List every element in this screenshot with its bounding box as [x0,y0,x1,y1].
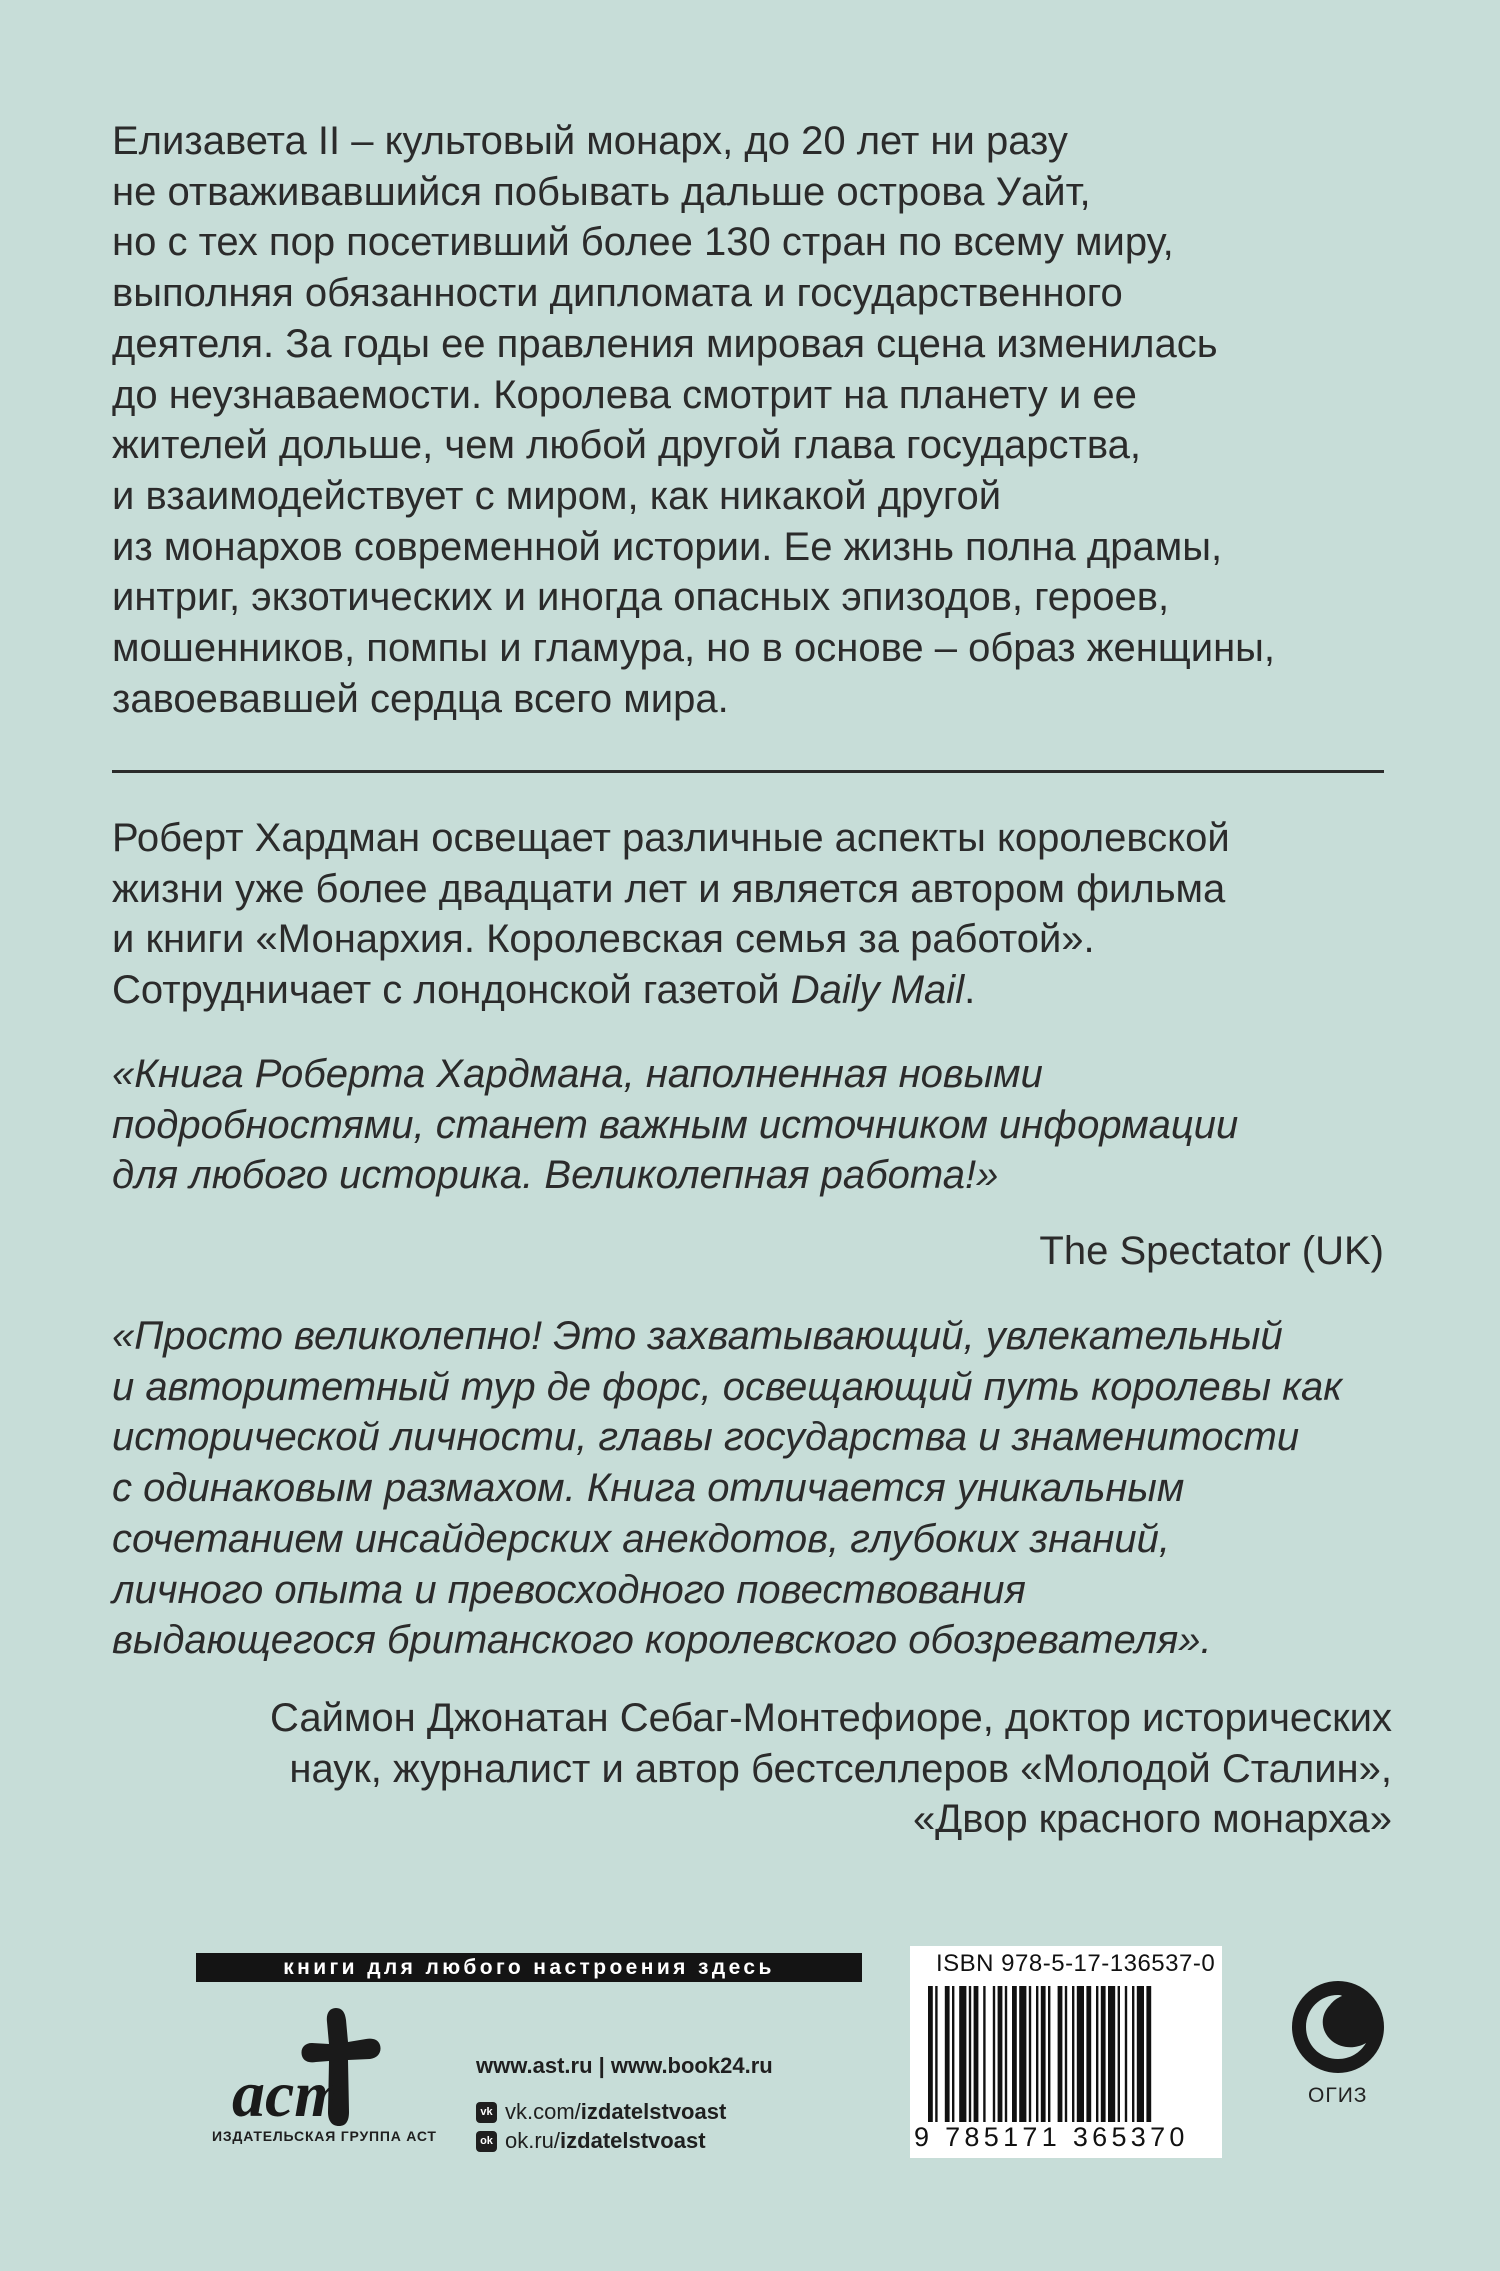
vk-handle: izdatelstvoast [580,2099,727,2124]
intro-line: и взаимодействует с миром, как никакой другой [112,473,1002,518]
intro-line: Елизавета II – культовый монарх, до 20 лет ни разу [112,119,1068,163]
source-line: наук, журналист и автор бестселлеров «Молодой Сталин», [289,1746,1392,1791]
ok-link[interactable] [476,2128,706,2154]
intro-line: интриг, экзотических и иногда опасных эпизодов, героев, [112,575,1170,620]
barcode [928,1986,1204,2122]
quote-line: личного опыта и превосходного повествования [112,1567,1026,1612]
intro-line: деятеля. За годы ее правления мировая сцена изменилась [112,321,1218,366]
intro-line: не отваживавшийся побывать дальше острова Уайт, [112,169,1091,214]
spectator-quote [112,1049,1392,1201]
quote-line: подробностями, станет важным источником информации [112,1102,1239,1147]
spectator-source: The Spectator (UK) [1039,1229,1384,1273]
intro-line: мошенников, помпы и гламура, но в основе – образ женщины, [112,626,1276,671]
section-divider [112,770,1384,773]
quote-line: «Книга Роберта Хардмана, наполненная новыми [112,1052,1043,1096]
author-line [112,965,1392,1016]
ok-icon: ok [476,2131,497,2152]
ogiz-logo [1290,1979,1386,2075]
author-bio [112,813,1392,1016]
intro-line: жителей дольше, чем любой другой глава государства, [112,423,1141,468]
quote-line: и авторитетный тур де форс, освещающий путь королевы как [112,1364,1343,1409]
source-line: Саймон Джонатан Себаг-Монтефиоре, доктор исторических [269,1696,1392,1740]
tagline-banner: книги для любого настроения здесь [196,1953,862,1982]
ast-logo-text: аст [232,2058,346,2131]
quote-line: «Просто великолепно! Это захватывающий, увлекательный [112,1314,1283,1358]
isbn-number: ISBN 978-5-17-136537-0 [936,1950,1216,1977]
intro-paragraph [112,116,1392,724]
author-line: и книги «Монархия. Королевская семья за работой». [112,917,1095,962]
ok-handle: izdatelstvoast [560,2128,706,2153]
vk-icon: vk [476,2102,497,2123]
publisher-caption: ИЗДАТЕЛЬСКАЯ ГРУППА АСТ [212,2128,437,2144]
intro-line: из монархов современной истории. Ее жизнь полна драмы, [112,524,1223,569]
intro-line: до неузнаваемости. Королева смотрит на планету и ее [112,372,1137,417]
quote-line: сочетанием инсайдерских анекдотов, глубоких знаний, [112,1516,1170,1561]
ogiz-label: ОГИЗ [1308,2084,1368,2107]
quote-line: для любого историка. Великолепная работа!» [112,1153,999,1198]
isbn-barcode-box [910,1946,1222,2158]
author-line-end: . [964,968,976,1013]
ast-logo [218,2000,408,2140]
newspaper-name: Daily Mail [790,968,965,1013]
author-line-text: Сотрудничает с лондонской газетой [112,968,791,1013]
intro-line: завоевавшей сердца всего мира. [112,676,729,721]
quote-line: выдающегося британского королевского обозревателя». [112,1618,1212,1663]
vk-link[interactable] [476,2099,726,2125]
author-line: жизни уже более двадцати лет и является автором фильма [112,866,1226,911]
quote-line: исторической личности, главы государства и знаменитости [112,1415,1300,1460]
intro-line: выполняя обязанности дипломата и государственного [112,271,1123,316]
website-links[interactable]: www.ast.ru | www.book24.ru [476,2053,773,2078]
author-line: Роберт Хардман освещает различные аспекты королевской [112,816,1230,860]
ok-prefix: ok.ru/ [505,2128,561,2153]
intro-line: но с тех пор посетивший более 130 стран по всему миру, [112,220,1174,265]
montefiore-quote [112,1311,1392,1666]
source-line: «Двор красного монарха» [912,1797,1392,1842]
quote-line: с одинаковым размахом. Книга отличается уникальным [112,1466,1185,1511]
vk-prefix: vk.com/ [505,2099,581,2124]
montefiore-source [270,1693,1392,1845]
barcode-digits: 9 785171 365370 [914,2122,1189,2152]
